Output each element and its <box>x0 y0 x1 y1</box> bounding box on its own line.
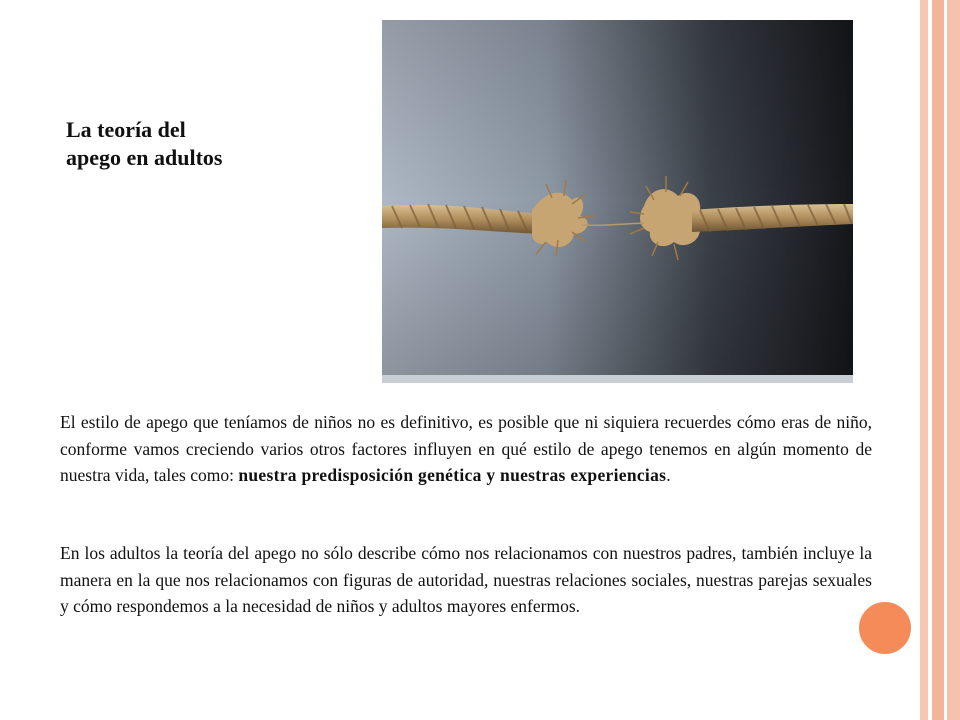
paragraph-1-text: El estilo de apego que teníamos de niños no es definitivo, es posible que ni siquiera recuerdes cómo eras de niño, conforme vamos creciendo varios otros factores influyen en qué estilo de apego tenemos en algún momento de nuestra vida, tales como: <box>60 412 872 485</box>
stripe-3 <box>932 0 944 720</box>
stripe-1 <box>920 0 928 720</box>
fraying-rope-photo <box>382 20 853 383</box>
paragraph-2: En los adultos la teoría del apego no sólo describe cómo nos relacionamos con nuestros padres, también incluye la manera en la que nos relacionamos con figuras de autoridad, nuestras relaciones sociales, nuestras parejas sexuales y cómo respondemos a la necesidad de niños y adultos mayores enfermos. <box>60 543 872 616</box>
paragraph-1-end: . <box>666 465 671 485</box>
slide-title <box>66 116 326 172</box>
stripe-5 <box>947 0 960 720</box>
title-line-2: apego en adultos <box>66 145 223 170</box>
title-line-1: La teoría del <box>66 117 186 142</box>
paragraph-1-bold: nuestra predisposición genética y nuestras experiencias <box>238 465 667 485</box>
paragraph-1 <box>60 409 872 489</box>
